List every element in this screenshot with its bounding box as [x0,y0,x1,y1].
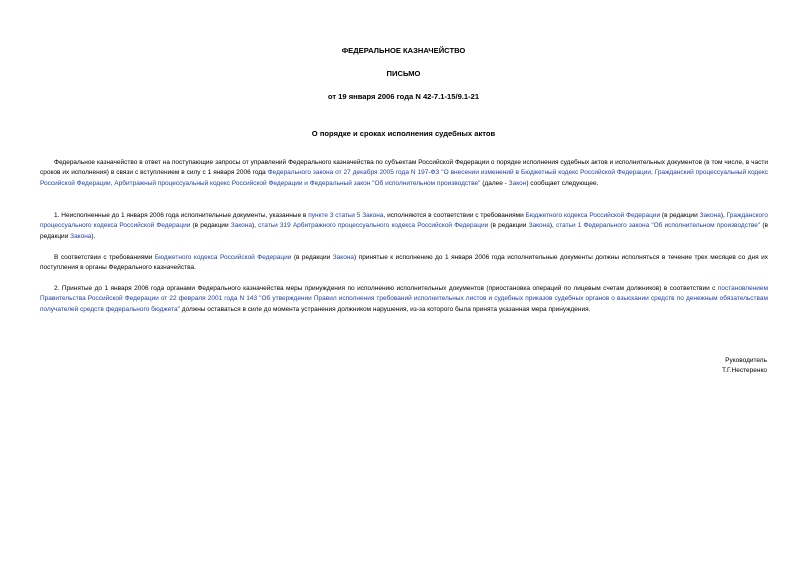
text-segment: (далее - [480,179,509,187]
paragraph-budget-code [40,253,768,274]
text-segment: В соответствии с требованиями [54,254,155,261]
link-law[interactable]: Закона [699,212,721,219]
text-segment: 1. Неисполненные до 1 января 2006 года исполнительные документы, указанные в [54,212,309,219]
link-government-decree-143[interactable]: постановлением Правительства Российской Федерации от 22 февраля 2001 года N 143 "Об утверждении Правил исполнения требований исполнительных листов и судебных приказов судебных органов о взыскании средств по денежным обязательствам получателей средств федерального бюджета" [40,285,768,313]
text-segment: ), [251,222,259,230]
text-segment: (в редакции [660,212,700,219]
document-subject: О порядке и сроках исполнения судебных актов [311,129,496,138]
paragraph-intro [40,158,768,189]
text-segment: (в редакции [291,254,333,261]
text-segment: , исполняются в соответствии с требованиями [383,212,526,219]
link-budget-code[interactable]: Бюджетного кодекса Российской Федерации [154,254,292,261]
link-budget-code[interactable]: Бюджетного кодекса Российской Федерации [525,212,661,219]
text-segment: (в редакции [190,222,231,230]
link-law[interactable]: Закон [508,179,527,187]
document-date-number: от 19 января 2006 года N 42-7.1-15/9.1-21 [327,92,480,101]
text-segment: ) принятые к исполнению до 1 января 2006 года исполнительные документы должны исполняться в течение трех месяцев со дня их поступления в органы Федерального казначейства. [40,254,768,272]
link-law[interactable]: Закона [332,254,355,261]
text-segment: ), [549,222,556,230]
text-segment: ), [720,212,727,219]
text-segment: (в редакции [488,222,529,230]
agency-heading: ФЕДЕРАЛЬНОЕ КАЗНАЧЕЙСТВО [341,46,466,55]
signature-name: Т.Г.Нестеренко [721,367,767,374]
text-segment: Федеральное казначейство в ответ на поступающие запросы от управлений Федерального казначейства по субъектам Российской Федерации о порядке исполнения судебных актов и исполнительных документов (в том числе, в части сроков их исполнения) в связи с вступлением в силу с 1 января 2006 года [40,159,768,177]
paragraph-item-2 [40,284,768,315]
text-segment: 2. Принятые до 1 января 2006 года органами Федерального казначейства меры принуждения по исполнению исполнительных документов (приостановка операций по лицевым счетам должников) в соответствии с [54,285,718,292]
link-law-article-5[interactable]: пункте 3 статьи 5 Закона [308,212,384,219]
link-federal-law-197fz[interactable]: Федерального закона от 27 декабря 2005 года N 197-ФЗ "О внесении изменений в Бюджетный кодекс Российской Федерации, Гражданский процессуальный кодекс Российской Федерации, Арбитражный процессуальный кодекс Российской Федерации и Федеральный закон "Об исполнительном производстве" [40,169,768,187]
link-law[interactable]: Закона [70,232,92,240]
text-segment: (в редакции [40,222,768,240]
link-law[interactable]: Закона [528,222,550,230]
document-type-heading: ПИСЬМО [386,69,421,78]
text-segment: должны оставаться в силе до момента устранения должником нарушения, из-за которого была принята указанная мера принуждения. [179,305,591,313]
text-segment: ) сообщает следующее. [526,179,599,187]
link-civil-procedure-code[interactable]: Гражданского процессуального кодекса Российской Федерации [40,212,768,230]
link-enforcement-law-article-1[interactable]: статьи 1 Федерального закона "Об исполнительном производстве" [555,222,761,230]
text-segment: ). [91,232,96,240]
link-law[interactable]: Закона [230,222,252,230]
signature-title: Руководитель [725,357,767,364]
paragraph-item-1 [40,211,768,242]
link-arbitration-code-article-319[interactable]: статьи 319 Арбитражного процессуального кодекса Российской Федерации [258,222,489,230]
